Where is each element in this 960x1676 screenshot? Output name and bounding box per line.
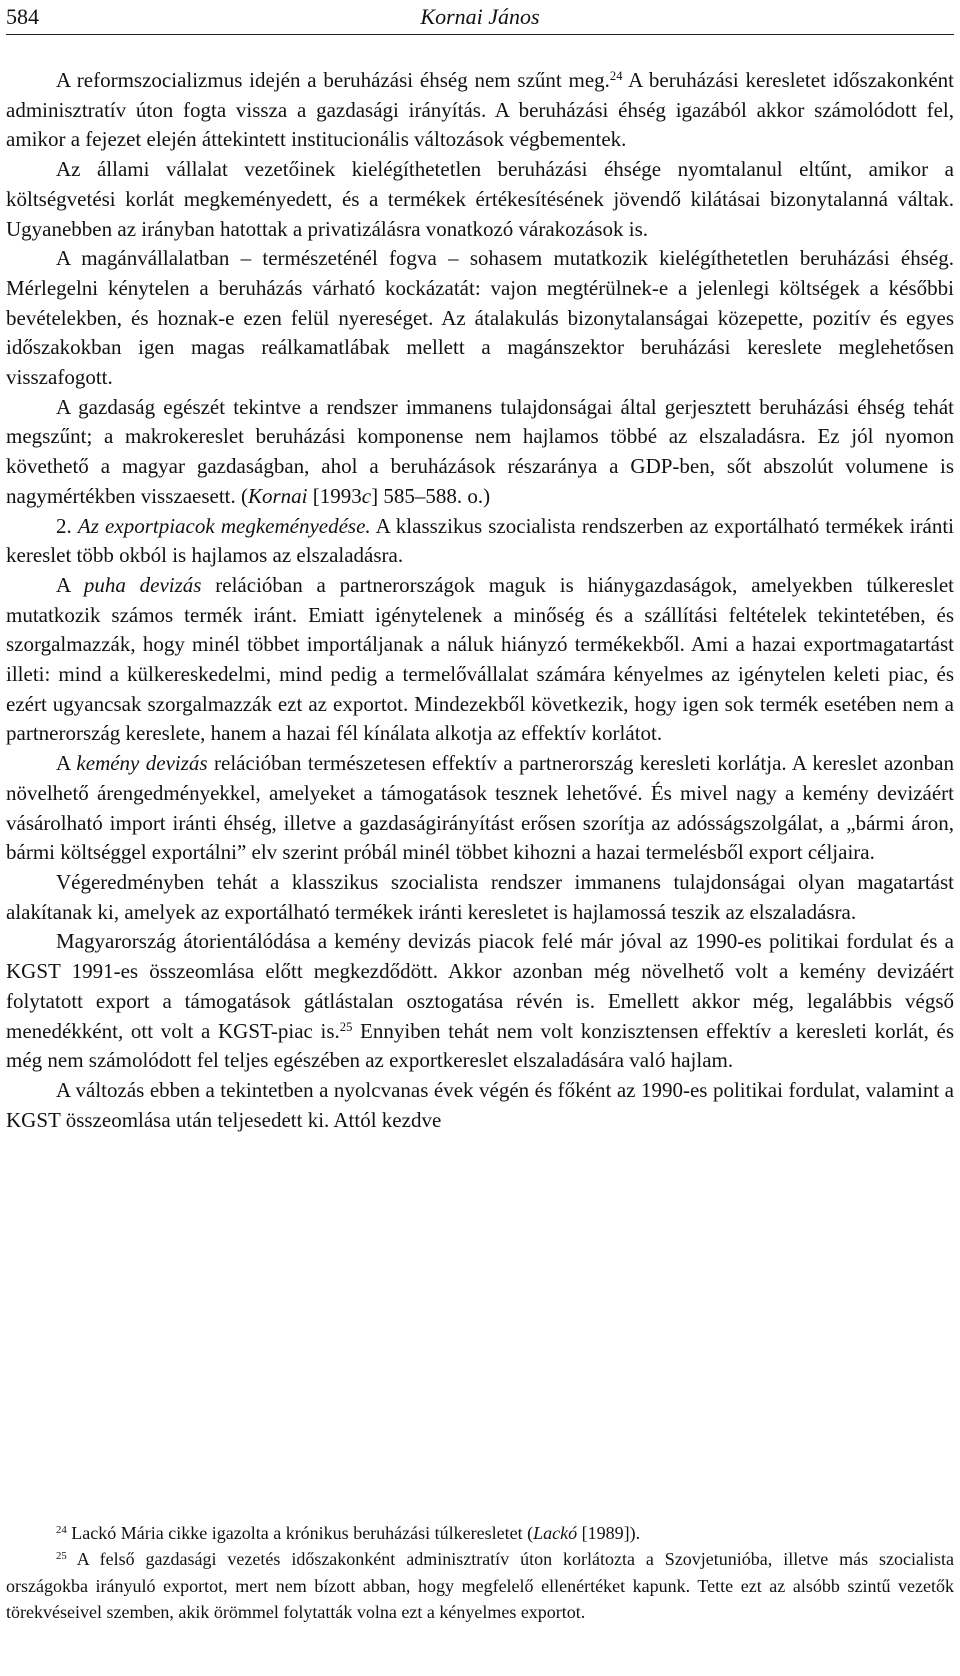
paragraph-text: A magánvállalatban – természeténél fogva – sohasem mutatkozik kielégíthetetlen beruházási éhség. Mérlegelni kénytelen a beruházás várható kockázatát: vajon megtérülnek-e a jelenlegi költségek a későbbi bevételekben, és hoznak-e ezen felül nyereséget. Az átalakulás bizonytalanságai közepette, pozitív és egyes időszakokban igen magas reálkamatlábak mellett a magánszektor beruházási kereslete meglehetősen visszafogott. <box>6 246 954 390</box>
citation-pages: ] 585–588. o.) <box>371 483 491 508</box>
paragraph-text: A gazdaság egészét tekintve a rendszer immanens tulajdonságai által gerjesztett beruházási éhség tehát megszűnt; a makrokereslet beruházási komponense nem hajlamos többé az elszaladásra. Ez jól nyomon követhető a magyar gazdaságban, ahol a beruházások részaránya a GDP-ben, sőt abszolút volumene is nagymértékben visszaesett. ( <box>6 394 954 508</box>
paragraph-text: A reformszocializmus idején a beruházási éhség nem szűnt meg. <box>56 68 610 92</box>
paragraph <box>6 927 954 1076</box>
emphasized-term: kemény devizás <box>76 751 208 776</box>
footnote-text: [1989]). <box>577 1523 641 1543</box>
paragraph-text: Ennyiben tehát nem volt konzisztensen effektív a keresleti korlát, és még nem számolódott fel teljes egészében az exportkereslet elszaladására való hajlam. <box>6 1018 954 1073</box>
paragraph <box>6 244 954 393</box>
footnote-24 <box>6 1520 954 1546</box>
footnote-25 <box>6 1546 954 1625</box>
paragraph <box>6 1076 954 1135</box>
paragraph <box>6 66 954 155</box>
paragraph-text: Az állami vállalat vezetőinek kielégíthetetlen beruházási éhsége nyomtalanul eltűnt, amikor a költségvetési korlát megkeményedett, és a termékek értékesítésének jövendő kilátásai bizonytalanná váltak. Ugyanebben az irányban hatottak a privatizálásra vonatkozó várakozások is. <box>6 157 954 241</box>
citation-year-letter: c <box>361 483 372 508</box>
footnote-number: 25 <box>56 1550 67 1563</box>
emphasized-term: puha devizás <box>83 572 202 597</box>
citation-author: Kornai <box>248 483 308 508</box>
footnote-ref[interactable]: 25 <box>339 1019 353 1034</box>
footnote-text: Lackó Mária cikke igazolta a krónikus beruházási túlkeresletet ( <box>66 1523 534 1543</box>
paragraph <box>6 571 954 749</box>
paragraph <box>6 749 954 868</box>
paragraph-text: relációban a partnerországok maguk is hiánygazdaságok, amelyekben túlkereslet mutatkozik számos termék iránt. Emiatt igénytelenek a minőség és a szállítási feltételek tekintetében, és szorgalmazzák, hogy minél többet importáljanak a náluk hiányzó termékekből. Ami a hazai exportmagatartást illeti: mind a külkereskedelmi, mind pedig a termelővállalat számára kényelmes az igénytelen keleti piac, és ezért ugyancsak szorgalmazzák ezt az exportot. Mindezekből következik, hogy igen sok termék esetében nem a partnerország kereslete, hanem a hazai fél kínálata alkotja az effektív korlátot. <box>6 572 954 746</box>
paragraph-text: A <box>56 751 77 776</box>
paragraph <box>6 393 954 512</box>
paragraph <box>6 155 954 244</box>
citation-author: Lackó <box>533 1523 578 1543</box>
paragraph-text: A változás ebben a tekintetben a nyolcvanas évek végén és főként az 1990-es politikai fordulat, valamint a KGST összeomlása után teljesedett ki. Attól kezdve <box>6 1077 954 1132</box>
citation-year: [1993 <box>307 483 362 508</box>
paragraph-text: A beruházási keresletet időszakonként adminisztratív úton fogta vissza a gazdasági irányítás. A beruházási éhség igazából akkor számolódott fel, amikor a fejezet elején áttekintett institucionális változások végbementek. <box>6 68 954 152</box>
paragraph <box>6 868 954 927</box>
page-header <box>6 4 954 35</box>
section-title: Az exportpiacok megkeményedése. <box>77 513 371 538</box>
running-head-author: Kornai János <box>420 4 540 29</box>
footnote-ref[interactable]: 24 <box>609 69 623 84</box>
footnote-number: 24 <box>56 1524 67 1537</box>
paragraph-text: A <box>56 572 84 597</box>
paragraph-text: Magyarország átorientálódása a kemény devizás piacok felé már jóval az 1990-es politikai fordulat és a KGST 1991-es összeomlása előtt megkezdődött. Akkor azonban még növelhető volt a kemény devizáért folytatott export a támogatások gátlástalan osztogatása révén is. Emellett akkor még, legalábbis végső menedékként, ott volt a KGST-piac is. <box>6 929 954 1043</box>
page-number: 584 <box>6 4 39 29</box>
section-heading-paragraph <box>6 512 954 571</box>
section-number: 2. <box>56 513 78 538</box>
main-text <box>6 66 954 1135</box>
paragraph-text: Végeredményben tehát a klasszikus szocialista rendszer immanens tulajdonságai olyan magatartást alakítanak ki, amelyek az exportálható termékek iránti keresletet is hajlamossá teszik az elszaladásra. <box>6 869 954 924</box>
paragraph-text: A klasszikus szocialista rendszerben az exportálható termékek iránti kereslet több okból is hajlamos az elszaladásra. <box>6 513 954 568</box>
footnotes <box>6 1520 954 1625</box>
paragraph-text: relációban természetesen effektív a partnerország keresleti korlátja. A kereslet azonban növelhető árengedményekkel, amelyeket a támogatások tesznek lehetővé. És mivel nagy a kemény devizáért vásárolható import iránti éhség, illetve a gazdaságirányítást erősen szorítja az adósságszolgálat, a „bármi áron, bármi költséggel exportálni” elv szerint próbál minél többet kihozni a hazai termelésből export céljaira. <box>6 751 954 865</box>
footnote-text: A felső gazdasági vezetés időszakonként adminisztratív úton korlátozta a Szovjetunióba, illetve más szocialista országokba irányuló exportot, mert nem bízott abban, hogy megfelelő ellenértéket kapunk. Tette ezt az alsóbb szintű vezetők törekvéseivel szemben, akik örömmel folytatták volna ezt a kényelmes exportot. <box>6 1549 954 1622</box>
